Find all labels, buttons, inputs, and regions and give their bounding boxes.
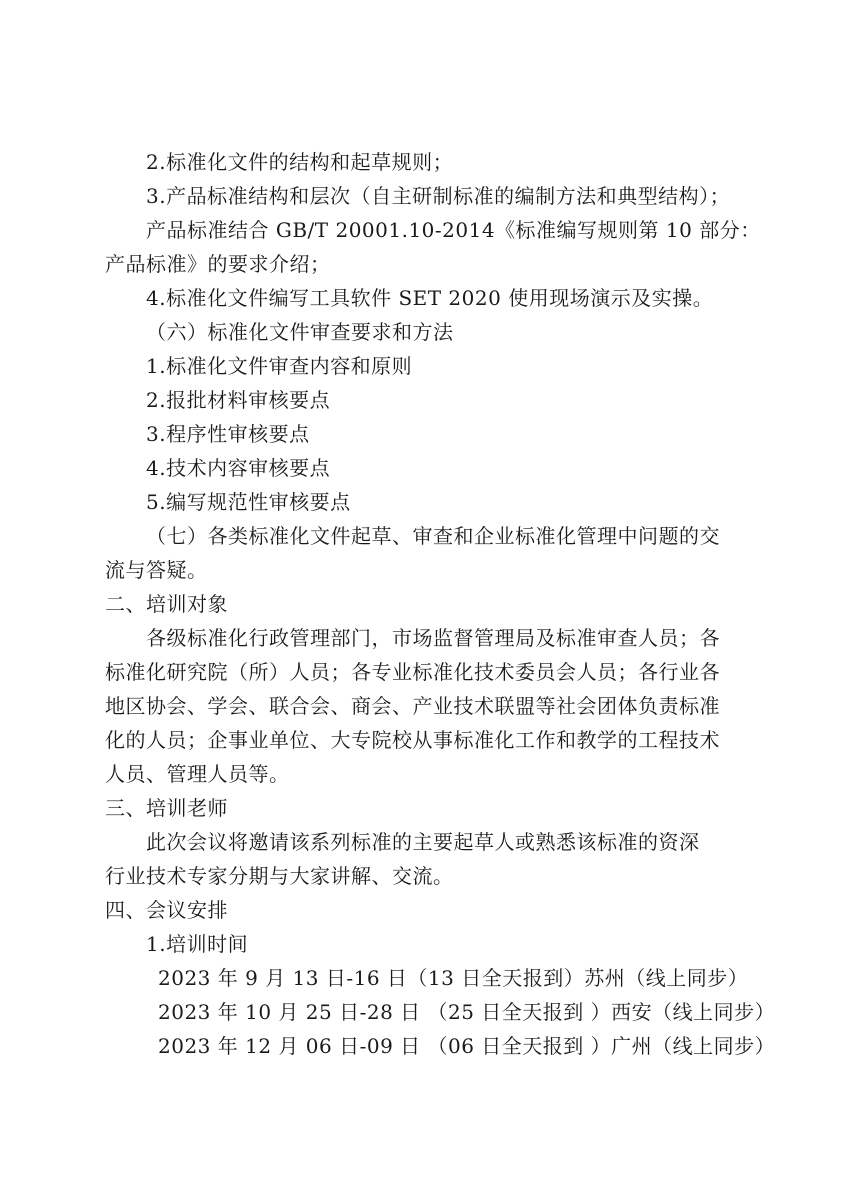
list-item-product-standard-structure: 3.产品标准结构和层次（自主研制标准的编制方法和典型结构）；: [146, 184, 731, 208]
heading-training-teachers: 三、培训老师: [105, 796, 228, 820]
schedule-row-suzhou: 2023 年 9 月 13 日-16 日（13 日全天报到）苏州（线上同步）: [158, 966, 749, 990]
heading-training-audience: 二、培训对象: [105, 592, 228, 616]
paragraph-line: 标准化研究院（所）人员；各专业标准化技术委员会人员；各行业各: [105, 660, 720, 684]
paragraph-line: 化的人员；企事业单位、大专院校从事标准化工作和教学的工程技术: [105, 728, 720, 752]
section-heading-six: （六）标准化文件审查要求和方法: [146, 320, 454, 344]
heading-meeting-arrangement: 四、会议安排: [105, 898, 228, 922]
paragraph-line: 人员、管理人员等。: [105, 762, 290, 786]
paragraph-line: 行业技术专家分期与大家讲解、交流。: [105, 864, 454, 888]
schedule-row-guangzhou: 2023 年 12 月 06 日-09 日 （06 日全天报到 ）广州（线上同步）: [158, 1034, 776, 1058]
list-item-approval-materials: 2.报批材料审核要点: [146, 388, 331, 412]
paragraph-line: 产品标准》的要求介绍；: [105, 252, 331, 276]
list-item-set2020-demo: 4.标准化文件编写工具软件 SET 2020 使用现场演示及实操。: [146, 286, 714, 310]
schedule-row-xian: 2023 年 10 月 25 日-28 日 （25 日全天报到 ）西安（线上同步）: [158, 1000, 776, 1024]
list-item-normative-review: 5.编写规范性审核要点: [146, 490, 351, 514]
list-item-procedural-review: 3.程序性审核要点: [146, 422, 310, 446]
paragraph-line: 流与答疑。: [105, 558, 208, 582]
paragraph-line: 产品标准结合 GB/T 20001.10-2014《标准编写规则第 10 部分：: [146, 218, 761, 242]
list-item-review-content: 1.标准化文件审查内容和原则: [146, 354, 413, 378]
paragraph-line: 各级标准化行政管理部门，市场监督管理局及标准审查人员；各: [146, 626, 720, 650]
paragraph-line: 地区协会、学会、联合会、商会、产业技术联盟等社会团体负责标准: [105, 694, 720, 718]
section-heading-seven: （七）各类标准化文件起草、审查和企业标准化管理中问题的交: [146, 524, 720, 548]
list-item-technical-review: 4.技术内容审核要点: [146, 456, 331, 480]
list-item-structure-rules: 2.标准化文件的结构和起草规则；: [146, 150, 454, 174]
subheading-training-time: 1.培训时间: [146, 932, 249, 956]
paragraph-line: 此次会议将邀请该系列标准的主要起草人或熟悉该标准的资深: [146, 830, 700, 854]
